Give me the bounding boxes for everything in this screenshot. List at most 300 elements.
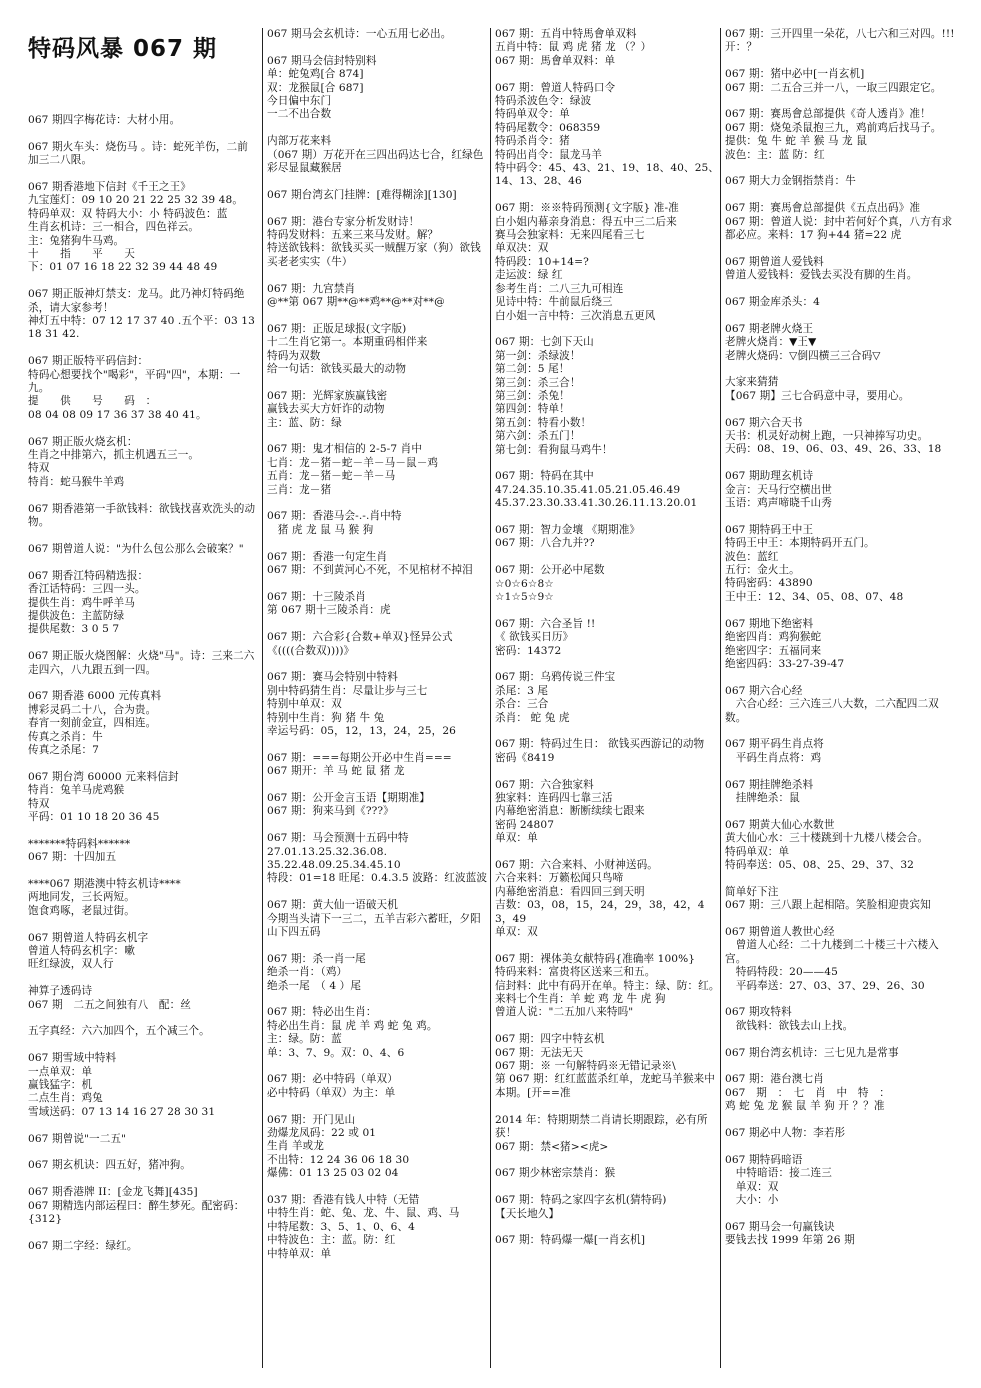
text-line: 067 期黄大仙心水数世 (725, 818, 835, 831)
text-line: 曾道人说："二五加八来特吗" (495, 1006, 634, 1019)
text-line: 067 期 ： 七 肖 中 特 ： (725, 1086, 890, 1099)
text-block (495, 618, 721, 658)
text-line: 波色：主：蓝 防：红 (725, 148, 825, 161)
text-line: 067 期：鬼才相信的 2-5-7 肖中 (267, 443, 423, 456)
text-line: 天码：08、19、06、03、49、26、33、18 (725, 443, 942, 456)
text-line: 波色：蓝红 (725, 550, 779, 563)
text-line: 绝杀一尾 （ 4 ）尾 (267, 979, 362, 992)
text-line: 067 期曾道人说："为什么包公那么会破案？" (28, 542, 244, 555)
text-line: 067 期六合心经 (725, 684, 803, 697)
text-line: 中特单双：单 (267, 1247, 332, 1260)
text-line: 旺红绿波，双人行 (28, 958, 114, 971)
text-line: 大家来猜猜 (725, 376, 779, 389)
text-line: 主：蓝、防：绿 (267, 416, 342, 429)
text-block (495, 859, 721, 939)
text-line: 单双：双 (495, 926, 538, 939)
text-line: 给一句话：欲钱买最大的动物 (267, 363, 407, 376)
text-line: 2014 年：特期期禁二肖请长期跟踪，必有所获！ (495, 1113, 708, 1140)
text-line: 067 期：马会预测十五码中特 (267, 832, 409, 845)
text-line: 十 指 平 天 (28, 248, 135, 261)
text-line: 传真之杀肖：牛 (28, 730, 103, 743)
text-block (267, 1006, 491, 1060)
text-line: 特码单双：单 (725, 845, 790, 858)
text-block (28, 288, 259, 342)
text-line: 067 期：不到黄河心不死，不见棺材不掉泪 (267, 564, 473, 577)
text-block (495, 738, 721, 765)
text-block (725, 779, 955, 806)
text-line: 067 期：特码之家四字玄机(猜特码) (495, 1194, 667, 1207)
text-line: 中特暗语：接二连三 (725, 1167, 832, 1180)
column-2 (262, 28, 491, 1368)
text-block (267, 591, 491, 618)
text-line: 三肖：龙－猪 (267, 483, 332, 496)
text-line: 067 期少林密宗禁肖：猴 (495, 1167, 616, 1180)
text-block (28, 503, 256, 530)
column-4 (720, 28, 959, 1368)
text-line: 067 期：八合九并?? (495, 537, 595, 550)
text-block (267, 55, 491, 122)
text-line: 067 期正版火烧玄机： (28, 435, 138, 448)
text-line: 067 期：烧兔杀鼠抱三九，鸡前鸡后找马子。 (725, 121, 942, 134)
text-block (495, 1114, 721, 1154)
text-line: 067 期特码王中王 (725, 523, 814, 536)
text-line: 大小：小 (725, 1193, 779, 1206)
text-line: 067 期六合天书 (725, 416, 803, 429)
text-line: 单双：单 (495, 832, 538, 845)
text-line: 博彩灵码二十八，合为贵。 (28, 703, 157, 716)
text-block (267, 671, 491, 738)
column-1 (28, 28, 259, 1368)
text-line: 特码密码：43890 (725, 577, 813, 590)
text-line: 别中特码猜生肖：尽量让步与三七 (267, 684, 428, 697)
text-block (28, 838, 256, 865)
text-block (725, 376, 955, 403)
text-line: 47.24.35.10.35.41.05.21.05.46.49 (495, 483, 681, 496)
text-line: 老牌火烧码：▽倒四横三三合码▽ (725, 349, 881, 362)
text-line: ☆0☆6☆8☆ (495, 577, 554, 590)
text-line: 第七剑：看狗鼠马鸡牛！ (495, 443, 613, 456)
text-line: 金言：天马行空横出世 (725, 483, 832, 496)
text-line: 第四剑：特单！ (495, 403, 570, 416)
text-block (267, 283, 491, 310)
text-line: 067 期：禁<猪><虎> (495, 1140, 609, 1153)
text-line: 特别中生肖：狗 猪 牛 兔 (267, 711, 385, 724)
text-line: 特码杀波色令：绿波 (495, 95, 592, 108)
newspaper-page (28, 28, 958, 1368)
text-line: 提供波色：主蓝防绿 (28, 609, 125, 622)
text-block (495, 953, 721, 1020)
text-block (28, 141, 256, 168)
text-line: *******特码料****** (28, 837, 131, 850)
text-block (267, 1194, 491, 1261)
text-line: 第三剑：杀兔！ (495, 389, 570, 402)
text-line: 067 期：公开必中尾数 (495, 564, 605, 577)
text-line: 067 期：二五合三并一八，一取三四跟定它。 (725, 81, 942, 94)
text-line: 067 期：六合圣旨 !! (495, 617, 596, 630)
text-line: 067 期二字经：绿红。 (28, 1239, 138, 1252)
text-line: 067 期：港台专家分析发财诗！ (267, 215, 420, 228)
text-line: 067 期：开门见山 (267, 1113, 356, 1126)
text-line: 067 期正版神灯禁支：龙马。此乃神灯特码绝杀，请大家参考！ (28, 288, 245, 314)
text-line: 曾道人心经：二十九楼到二十楼三十六楼入宫。 (725, 939, 939, 965)
text-line: 鸡 蛇 兔 龙 猴 鼠 羊 狗 开 ？？准 (725, 1100, 885, 1113)
text-block (725, 1221, 955, 1248)
text-line: 白小姐一言中特：三次消息五更风 (495, 309, 656, 322)
text-line: 特码奉送：05、08、25、29、37、32 (725, 858, 915, 871)
text-line: 单双：双 (725, 1180, 779, 1193)
text-line: 要钱去找 1999 年第 26 期 (725, 1234, 855, 1247)
text-line: 生肖之中排第六，抓主机遇五三一。 (28, 449, 200, 462)
text-block (28, 181, 256, 275)
page-title: 特码风暴 067 期 (28, 36, 218, 62)
text-line: 067 期：※ 一句解特码※无错记录※\ (495, 1060, 676, 1073)
text-line: 走运波：绿 红 (495, 269, 563, 282)
text-line: 067 期：五肖中特馬會单双料 (495, 28, 637, 40)
text-block (267, 899, 491, 939)
text-line: 杀肖： 蛇 兔 虎 (495, 711, 570, 724)
text-line: 067 期正版特平码信封： (28, 355, 149, 368)
text-line: 特码王中王：本期特码开五门。 (725, 537, 875, 550)
text-block (267, 752, 491, 779)
text-line: 生肖玄机诗：三一相合，四色祥云。 (28, 221, 200, 234)
text-line: 45.37.23.30.33.41.30.26.11.13.20.01 (495, 497, 698, 510)
text-line: 067 期：十四加五 (28, 851, 117, 864)
text-line: 067 期：正版足球报(文字版) (267, 322, 407, 335)
text-line: 067 期：十三陵杀肖 (267, 590, 366, 603)
text-line: 赢钱去买大方奸诈的动物 (267, 403, 385, 416)
text-block (28, 1133, 256, 1146)
text-line: 第二剑：5 尾！ (495, 363, 570, 376)
text-line: 067 期曾道人教世心经 (725, 925, 835, 938)
text-line: 欲钱料：欲钱去山上找。 (725, 1019, 854, 1032)
text-line: 067 期：赛馬會总部提供《五点出码》准 (725, 202, 921, 215)
text-block (725, 28, 959, 55)
text-line: 信封料：此中有码开在单。特主：绿、防：红。 (495, 979, 720, 992)
text-line: ☆1☆5☆9☆ (495, 590, 554, 603)
text-line: 067 期：特码在其中 (495, 470, 594, 483)
text-line: 密码 24807 (495, 818, 555, 831)
text-line: 绝密四码：33-27-39-47 (725, 657, 845, 670)
text-block (267, 443, 491, 497)
text-line: 067 期：六合独家料 (495, 778, 594, 791)
text-line: 春宵一刻前金宣，四相连。 (28, 717, 157, 730)
text-block (28, 1025, 256, 1038)
text-line: 爆佛：01 13 25 03 02 04 (267, 1167, 399, 1180)
text-line: 特码杀肖令：猪 (495, 135, 570, 148)
text-block (725, 175, 955, 188)
text-line: 【天长地久】 (495, 1207, 560, 1220)
text-line: 27.01.13.25.32.36.08. (267, 845, 388, 858)
text-line: 067 期：赛馬會总部提供《奇人透肖》准！ (725, 108, 931, 121)
text-line: 第 067 期十三陵杀肖：虎 (267, 604, 391, 617)
text-line: 不出特：12 24 36 06 18 30 (267, 1153, 410, 1166)
text-block (725, 1073, 955, 1113)
text-line: 赛马会独家料：无来四尾看三七 (495, 229, 645, 242)
text-line: 特码来料：富贵将区送来三和五。 (495, 966, 656, 979)
text-line: @**第 067 期**@**鸡**@**对**@ (267, 296, 445, 309)
text-line: 067 期：猪中必中[一肖玄机] (725, 68, 865, 81)
text-block (267, 189, 491, 202)
text-line: 067 期金库杀头：4 (725, 296, 820, 309)
text-line: 特码发财料：五来三来马发财。解？ (267, 229, 439, 242)
text-block (495, 779, 721, 846)
text-line: 《 欲钱买日历》 (495, 631, 574, 644)
text-line: 067 期精选内部运程曰：醉生梦死。配密码：{312} (28, 1199, 245, 1225)
text-line: 067 期必中人物：李若彤 (725, 1126, 846, 1139)
text-line: 067 期曾道人爱钱料 (725, 255, 824, 268)
text-line: 067 期曾道人特码玄机字 (28, 931, 149, 944)
text-line: 067 期马会玄机诗：一心五用七必出。 (267, 28, 452, 40)
text-line: 白小姐内幕亲身消息：得五中三二后来 (495, 215, 677, 228)
text-block (725, 1006, 955, 1033)
text-line: 第 067 期：红红蓝蓝杀红单，龙蛇马羊猴来中本期。[开==准 (495, 1073, 715, 1099)
text-block (725, 926, 955, 993)
text-block (28, 932, 256, 972)
text-line: 特码特段：20——45 (725, 966, 838, 979)
text-line: 特送欲钱料：欲钱买买一贼醒万家（狗）欲钱买老老实实（牛） (267, 242, 481, 268)
text-line: 双：龙猴鼠[合 687] (267, 81, 364, 94)
text-line: 067 期正版火烧图解：火烧"马"。诗：三来二六走四六，八九跟五到一四。 (28, 650, 255, 676)
text-line: 特码段：10+14=? (495, 255, 589, 268)
text-line: 内部万花来料 (267, 135, 332, 148)
text-block (28, 690, 256, 757)
text-line: 绝密四肖：鸡狗猴蛇 (725, 631, 822, 644)
text-line: 067 期：特必出生肖： (267, 1006, 377, 1019)
text-block (267, 792, 491, 819)
text-line: 特中码令：45、43、21、19、18、40、25、14、13、28、46 (495, 162, 720, 188)
text-line: 特码为双数 (267, 349, 321, 362)
text-block (28, 570, 256, 637)
text-block (267, 216, 491, 270)
text-block (28, 771, 256, 825)
text-line: 五肖中特：鼠 鸡 虎 猪 龙 （？） (495, 41, 652, 54)
text-block (725, 1047, 955, 1060)
text-line: 067 期曾说"一二五" (28, 1132, 127, 1145)
text-block (267, 28, 491, 41)
text-line: 传真之杀尾：7 (28, 743, 100, 756)
text-line: 主：绿。防：蓝 (267, 1033, 342, 1046)
text-line: 067 期：三开四里一朵花，八七六和三对四。!!! 开：？ (725, 28, 959, 54)
text-block (28, 1052, 256, 1119)
text-block (267, 953, 491, 993)
text-line: 七肖：龙－猪－蛇－羊－马－鼠－鸡 (267, 456, 439, 469)
text-line: 067 期攻特料 (725, 1006, 792, 1019)
text-block (495, 564, 721, 604)
text-line: 067 期：黄大仙一语破天机 (267, 899, 398, 912)
text-line: 067 期：赛马会特别中特料 (267, 671, 398, 684)
text-line: 主：兔猪狗牛马鸡。 (28, 234, 125, 247)
text-block (495, 1167, 721, 1180)
text-block (495, 202, 721, 323)
text-line: 特双 (28, 797, 50, 810)
text-line: 第一剑：杀绿波！ (495, 349, 581, 362)
text-block (495, 470, 721, 510)
text-line: 067 期：曾道人说：封中若何好个真，八方有求都必应。来料：17 狗+44 猪=22 虎 (725, 215, 953, 242)
text-block (725, 1127, 955, 1140)
text-line: 067 期：特码过生日： 欲钱买西游记的动物 (495, 738, 705, 751)
text-line: 神灯五中特：07 12 17 37 40 .五个平：03 13 18 31 42. (28, 315, 259, 341)
text-line: 067 期：裸体美女献特码{准确率 100%} (495, 952, 696, 965)
text-line: 十二生肖它第一。本期重码相伴来 (267, 336, 428, 349)
text-line: 五行：金火土。 (725, 564, 800, 577)
text-line: 劲爆龙凤码：22 或 01 (267, 1126, 377, 1139)
text-block (725, 296, 955, 309)
text-line: 五字真经：六六加四个，五个减三个。 (28, 1025, 210, 1038)
text-line: 067 期：港台澳七肖 (725, 1073, 824, 1086)
text-block (267, 135, 491, 175)
text-line: 绝密四字：五福同来 (725, 644, 822, 657)
text-line: 特码出肖令：鼠龙马羊 (495, 148, 602, 161)
text-line: 067 期香港牌 II：[金龙飞舞][435] (28, 1186, 198, 1199)
text-line: 特必出生肖：鼠 虎 羊 鸡 蛇 兔 鸡。 (267, 1019, 438, 1032)
text-line: 067 期：七剑下天山 (495, 336, 594, 349)
text-line: 赢钱猛字：机 (28, 1078, 93, 1091)
text-block (725, 202, 955, 242)
text-line: 中特波色：主：蓝。防：红 (267, 1234, 396, 1247)
text-block (495, 1194, 721, 1221)
text-line: 第三剑：杀三合！ (495, 376, 581, 389)
text-block (28, 1159, 256, 1172)
text-line: 特肖：蛇马猴牛羊鸡 (28, 475, 125, 488)
text-line: ****067 期港澳中特玄机诗**** (28, 877, 181, 890)
text-block (28, 985, 256, 1012)
text-line: 饱食鸡啄，老鼠过街。 (28, 904, 135, 917)
text-block (28, 114, 256, 127)
text-line: 08 04 08 09 17 36 37 38 40 41。 (28, 408, 207, 421)
text-line: 吉数：03，08，15，24，29，38，42，43，49 (495, 899, 705, 925)
text-block (725, 323, 955, 363)
text-line: 今期当头请下一三二，五羊吉彩六蓄旺，夕阳山下四五码 (267, 912, 481, 938)
text-line: 必中特码（单双）为主：单 (267, 1086, 396, 1099)
text-line: 香江话特码：三四一头。 (28, 583, 146, 596)
text-line: 067 期香江特码精选报： (28, 569, 149, 582)
text-line: 特肖：兔羊马虎鸡猴 (28, 784, 125, 797)
text-line: 今日偏中东门 (267, 95, 332, 108)
text-line: 玉语：鸡声啼晓千山秀 (725, 497, 832, 510)
text-line: 067 期：九宫禁肖 (267, 282, 356, 295)
text-block (28, 1186, 256, 1226)
text-line: 平码生肖点将：鸡 (725, 751, 822, 764)
text-line: 单：蛇兔鸡[合 874] (267, 68, 364, 81)
text-line: 067 期助理玄机诗 (725, 470, 814, 483)
text-line: 067 期：馬會单双料：单 (495, 54, 616, 67)
text-line: 特码尾数令：068359 (495, 121, 601, 134)
text-line: 067 期：智力金壤 《期期准》 (495, 523, 641, 536)
text-line: 067 期：香港一句定生肖 (267, 550, 388, 563)
text-line: （067 期）万花开在三四出码达七合，红绿色彩尽显鼠藏猴居 (267, 148, 484, 175)
text-block (495, 1033, 721, 1100)
text-line: 杀尾：3 尾 (495, 684, 549, 697)
text-block (495, 82, 721, 189)
text-block (28, 1240, 256, 1253)
text-block (495, 28, 721, 68)
text-line: 曾道人爱钱料：爱钱去买没有脚的生肖。 (725, 269, 918, 282)
text-line: 特段：01=18 旺尾：0.4.3.5 波路：红波蓝波 (267, 872, 488, 885)
text-block (267, 390, 491, 430)
text-line: 一点单双：单 (28, 1065, 93, 1078)
text-line: 第六剑：杀五门！ (495, 430, 581, 443)
text-block (725, 819, 955, 873)
text-line: 五肖：龙－猪－蛇－羊－马 (267, 470, 396, 483)
text-block (267, 323, 491, 377)
text-block (725, 685, 955, 725)
text-line: 067 期：狗来马到《???》 (267, 805, 394, 818)
text-line: 037 期：香港有钱人中特（无错 (267, 1194, 420, 1206)
text-block (725, 108, 955, 162)
text-line: 067 期：四字中特玄机 (495, 1033, 605, 1046)
text-block (267, 832, 491, 886)
text-block (725, 417, 955, 457)
text-line: 067 期挂牌绝杀料 (725, 778, 814, 791)
text-line: 猪 虎 龙 鼠 马 猴 狗 (267, 523, 374, 536)
text-line: 特双 (28, 462, 50, 475)
text-line: 九宝莲灯：09 10 20 21 22 25 32 39 48。 (28, 194, 244, 207)
text-block (267, 510, 491, 537)
text-line: 067 期火车头：烧伤马 。诗：蛇死羊伤，二前加三二八限。 (28, 140, 248, 167)
text-block (495, 671, 721, 725)
text-line: 平码奉送：27、03、37、29、26、30 (725, 979, 925, 992)
text-line: 内幕绝密消息：断断续续七跟来 (495, 805, 645, 818)
text-line: 神算子透码诗 (28, 985, 93, 998)
text-line: 067 期 二五之间独有八 配：丝 (28, 998, 192, 1011)
text-line: 中特生肖：蛇、兔、龙、牛、鼠、鸡、马 (267, 1207, 460, 1220)
text-line: 067 期台湾玄门挂牌：[难得糊涂][130] (267, 188, 457, 201)
text-line: 生肖 羊或龙 (267, 1140, 324, 1153)
text-block (725, 470, 955, 510)
text-line: 067 期：※※特码预测{文字版} 准-准 (495, 202, 679, 215)
text-line: 单双决：双 (495, 242, 549, 255)
text-block (267, 1114, 491, 1181)
text-block (725, 68, 955, 95)
text-line: 067 期：三八跟上起相陪。笑脸相迎贵宾知 (725, 899, 931, 912)
text-line: 067 期香港 6000 元传真料 (28, 690, 162, 703)
text-block (725, 524, 955, 604)
text-line: 067 期四字梅花诗：大材小用。 (28, 114, 181, 126)
text-block (267, 631, 491, 658)
text-block (495, 336, 721, 457)
text-block (28, 650, 256, 677)
text-line: 天书：机灵好动树上跑，一只神捧写功史。 (725, 430, 929, 443)
text-line: 067 期大力金钢指禁肖：牛 (725, 175, 856, 188)
text-line: 两地同发，三长两短。 (28, 891, 135, 904)
text-line: 内幕绝密消息：看四回三到天明 (495, 885, 645, 898)
text-block (28, 543, 256, 556)
text-line: 特别中单双：双 (267, 698, 342, 711)
text-line: 曾道人特码玄机字：嗽 (28, 944, 135, 957)
text-line: 雪域送码：07 13 14 16 27 28 30 31 (28, 1105, 216, 1118)
text-line: 老牌火烧肖：▼王▼ (725, 336, 817, 349)
text-line: 见诗中特：牛前鼠后绕三 (495, 296, 613, 309)
text-block (725, 618, 955, 672)
text-line: 第五剑：特看小数！ (495, 416, 592, 429)
text-line: 067 期开：羊 马 蛇 鼠 猪 龙 (267, 765, 405, 778)
text-line: 简单好下注 (725, 885, 779, 898)
text-block (725, 886, 955, 913)
text-line: 067 期马会一句赢钱诀 (725, 1220, 835, 1233)
text-line: 六合来料：万籁松闻只鸟啼 (495, 872, 624, 885)
text-line: 067 期：无法无天 (495, 1046, 584, 1059)
text-line: 067 期：公开金言玉语【期期准】 (267, 791, 431, 804)
text-line: 067 期老牌火烧王 (725, 322, 814, 335)
text-block (28, 878, 256, 918)
text-block (267, 551, 491, 578)
text-line: 067 期马会信封特别料 (267, 54, 377, 67)
text-line: 《((((合数双))))》 (267, 644, 355, 657)
text-line: 王中王：12、34、05、08、07、48 (725, 590, 904, 603)
text-line: 067 期雪域中特料 (28, 1052, 117, 1065)
text-line: 提 供 号 码 ： (28, 395, 157, 408)
text-line: 密码：14372 (495, 644, 562, 657)
